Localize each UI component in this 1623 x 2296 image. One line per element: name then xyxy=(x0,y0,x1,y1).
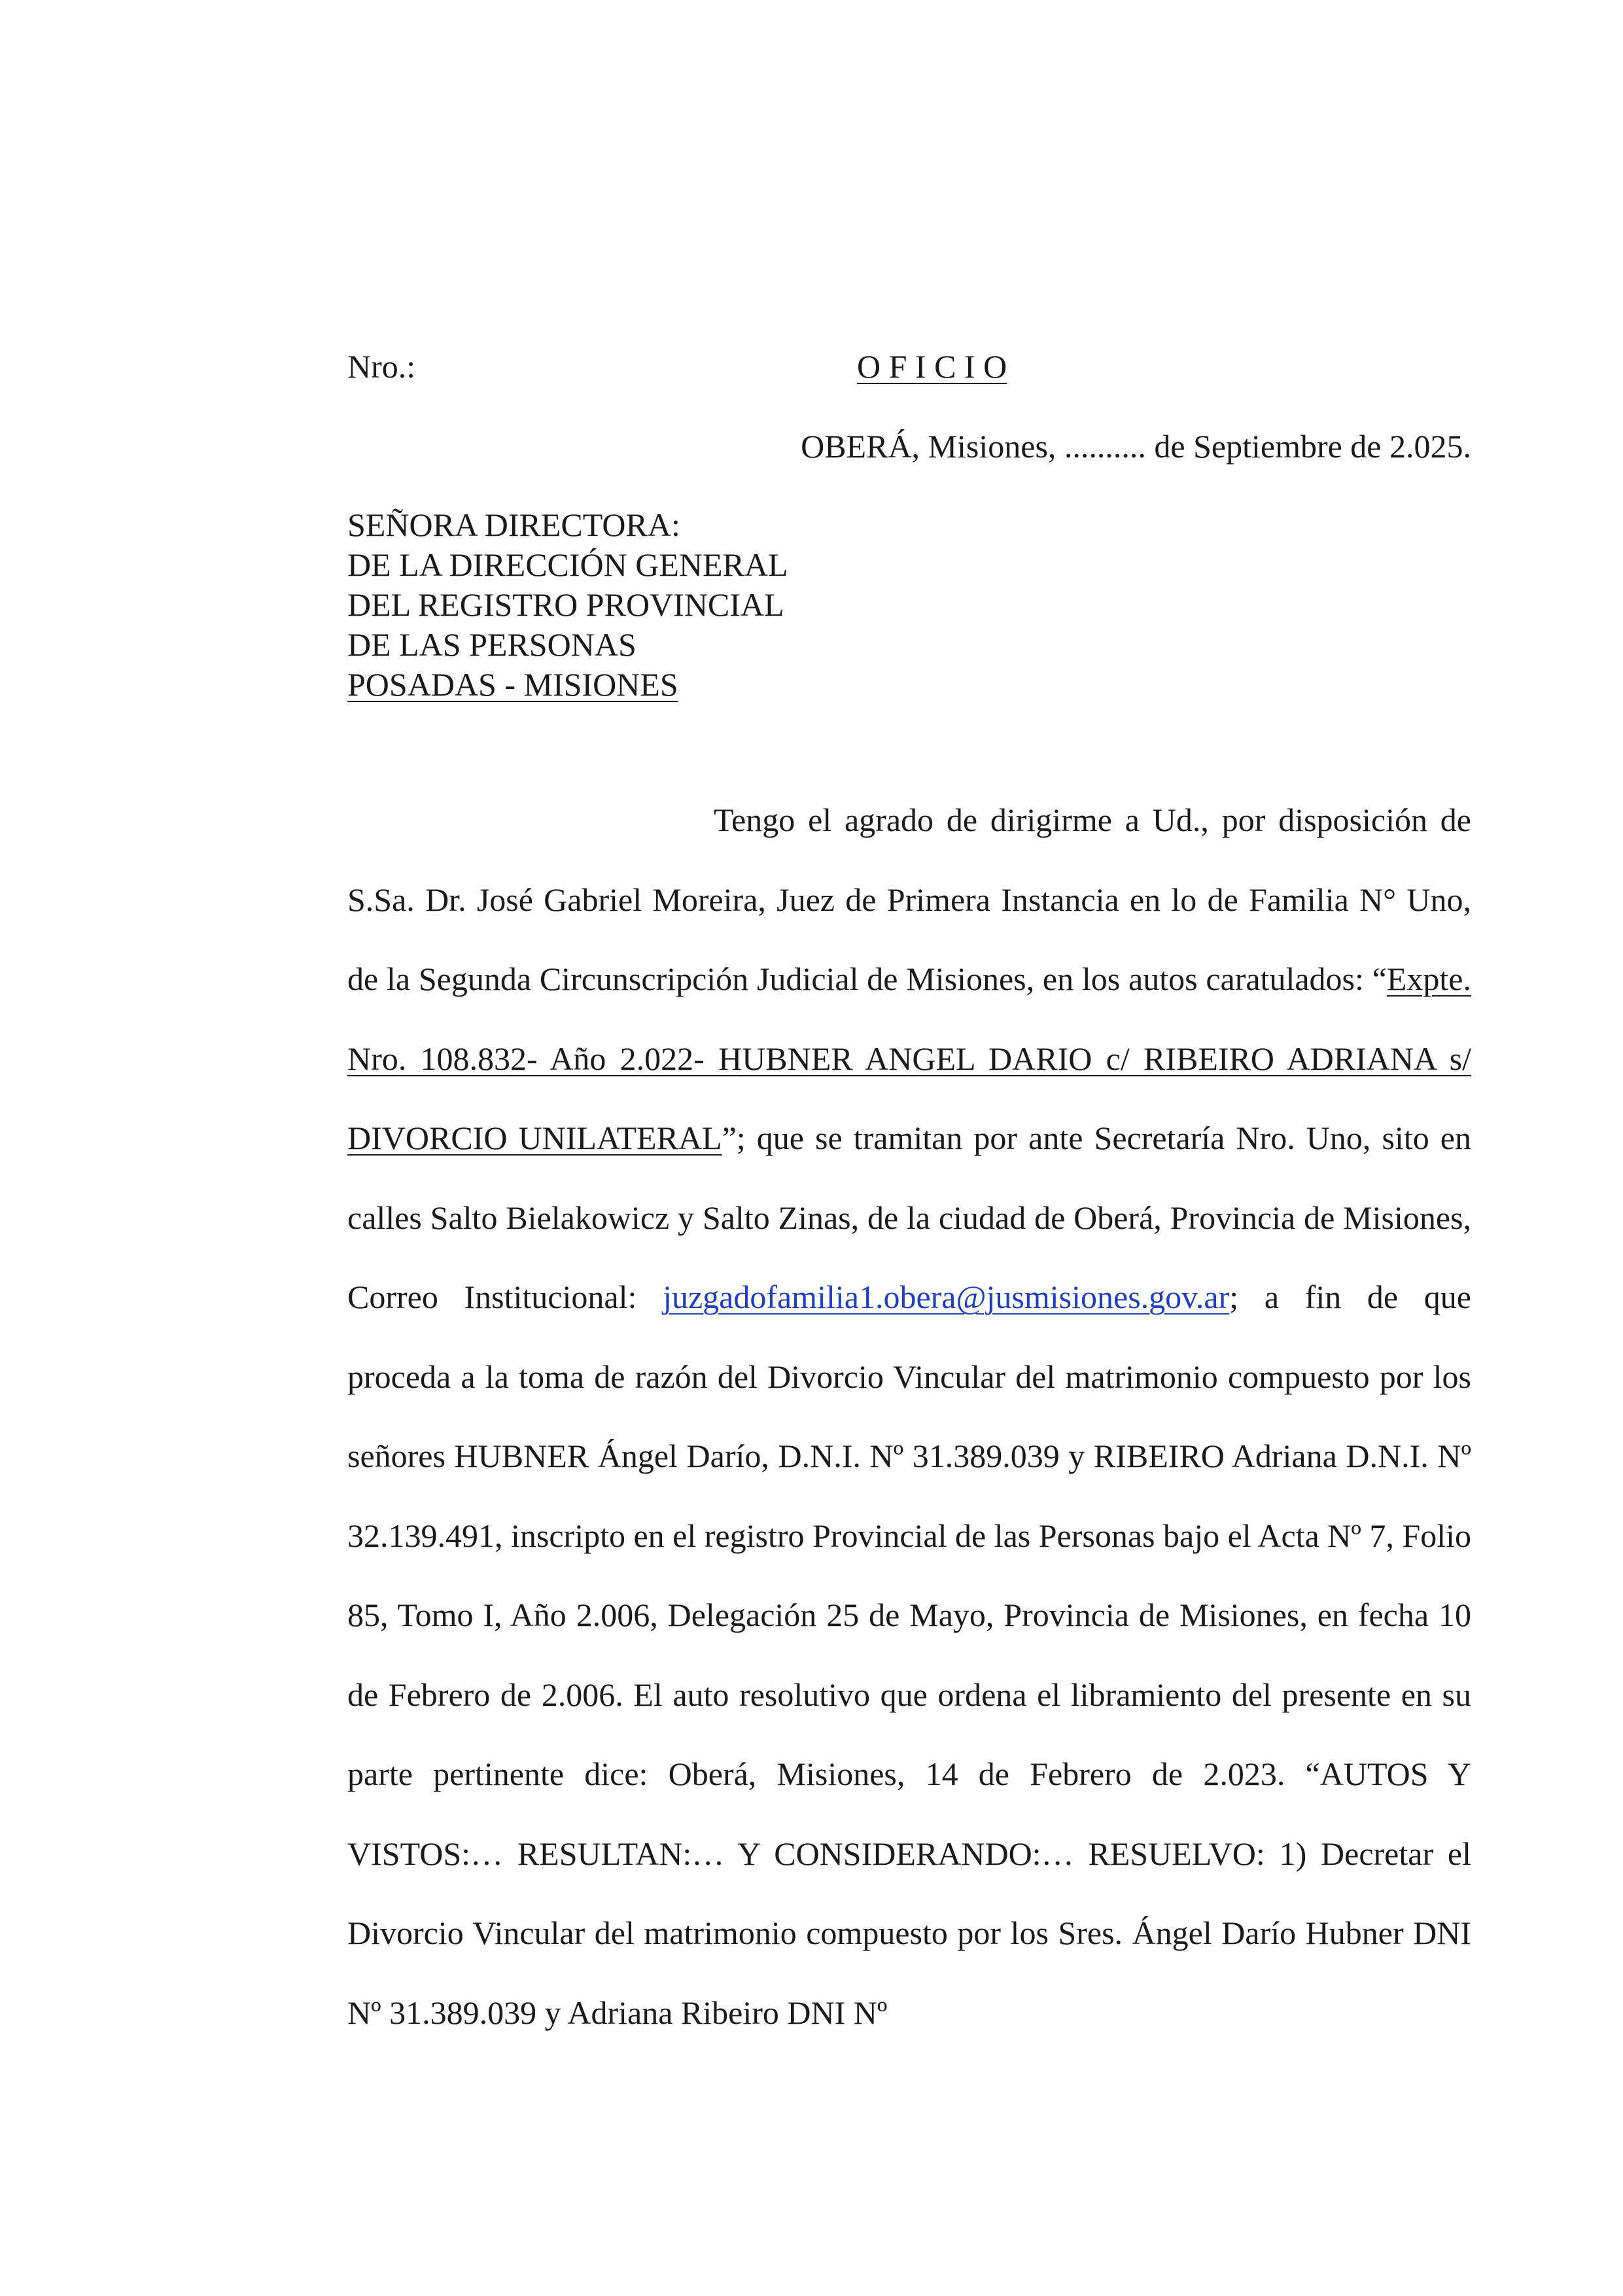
institutional-email-link[interactable]: juzgadofamilia1.obera@jusmisiones.gov.ar xyxy=(663,1279,1230,1315)
body-text-court-address: ”; que se tramitan por ante Secretaría Nro. Uno, sito en calles Salto Bielakowicz y Salto Zinas, de la ciudad de Oberá, Provincia de Misiones, Correo Institucional: xyxy=(347,1120,1471,1315)
document-title: O F I C I O xyxy=(857,348,1007,385)
addressee-line: DEL REGISTRO PROVINCIAL xyxy=(347,586,784,623)
addressee-block xyxy=(347,505,788,705)
case-title: Expte. Nro. 108.832- Año 2.022- HUBNER ANGEL DARIO c/ RIBEIRO ADRIANA s/ DIVORCIO UNILATERAL xyxy=(347,961,1471,1156)
addressee-city-line: POSADAS - MISIONES xyxy=(347,666,678,703)
oficio-number-label: Nro.: xyxy=(347,348,416,385)
body-text-intro: Tengo el agrado de dirigirme a Ud., por disposición de S.Sa. Dr. José Gabriel Moreira, Juez de Primera Instancia en lo de Familia N° Uno, de la Segunda Circunscripción Judicial de Misiones, en los autos caratulados: “ xyxy=(347,802,1471,997)
addressee-line: SEÑORA DIRECTORA: xyxy=(347,506,680,543)
place-and-date: OBERÁ, Misiones, .......... de Septiembre de 2.025. xyxy=(801,428,1471,465)
body-paragraph xyxy=(347,781,1471,2053)
addressee-line: DE LAS PERSONAS xyxy=(347,626,637,663)
body-text-resolution: ; a fin de que proceda a la toma de razón del Divorcio Vincular del matrimonio compuesto por los señores HUBNER Ángel Darío, D.N.I. Nº 31.389.039 y RIBEIRO Adriana D.N.I. Nº 32.139.491, inscripto en el registro Provincial de las Personas bajo el Acta Nº 7, Folio 85, Tomo I, Año 2.006, Delegación 25 de Mayo, Provincia de Misiones, en fecha 10 de Febrero de 2.006. El auto resolutivo que ordena el libramiento del presente en su parte pertinente dice: Oberá, Misiones, 14 de Febrero de 2.023. “AUTOS Y VISTOS:… RESULTAN:… Y CONSIDERANDO:… RESUELVO: 1) Decretar el Divorcio Vincular del matrimonio compuesto por los Sres. Ángel Darío Hubner DNI Nº 31.389.039 y Adriana Ribeiro DNI Nº xyxy=(347,1279,1472,2031)
addressee-line: DE LA DIRECCIÓN GENERAL xyxy=(347,546,788,583)
